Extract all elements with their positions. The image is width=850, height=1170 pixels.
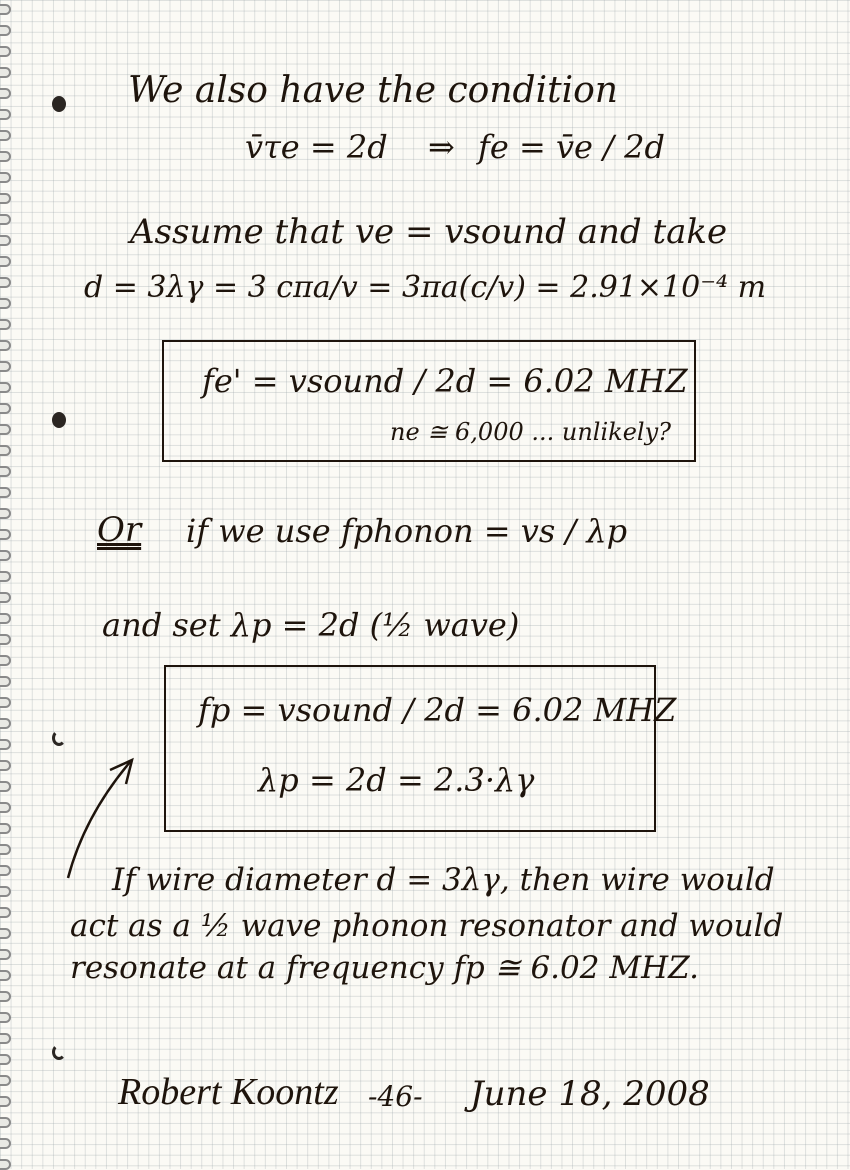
line-phonon-frequency: if we use fphonon = vs / λp (186, 512, 628, 550)
box1-formula: fe' = vsound / 2d = 6.02 MHZ (202, 362, 688, 400)
equation-frequency-e: fe = v̄e / 2d (478, 128, 665, 166)
box2-lambda: λp = 2d = 2.3·λγ (258, 761, 535, 799)
line-condition: We also have the condition (128, 70, 618, 111)
page-number: -46- (368, 1080, 423, 1113)
or-label: Or (97, 510, 142, 550)
equation-diameter: d = 3λγ = 3 cπa/v = 3πa(c/v) = 2.91×10⁻⁴ m (84, 270, 767, 305)
line-set-lambda: and set λp = 2d (½ wave) (102, 606, 520, 644)
date: June 18, 2008 (470, 1074, 710, 1114)
paragraph-line-3: resonate at a frequency fp ≅ 6.02 MHZ. (70, 950, 699, 986)
paragraph-line-2: act as a ½ wave phonon resonator and would (70, 908, 784, 944)
equation-collision-time: v̄τe = 2d (245, 128, 388, 166)
line-assume: Assume that ve = vsound and take (130, 212, 728, 252)
box2-formula: fp = vsound / 2d = 6.02 MHZ (198, 691, 677, 729)
paragraph-line-1: If wire diameter d = 3λγ, then wire would (112, 862, 775, 898)
signature: Robert Koontz (118, 1071, 339, 1113)
box1-note: ne ≅ 6,000 ... unlikely? (390, 418, 671, 446)
implies-arrow: ⇒ (428, 128, 455, 166)
